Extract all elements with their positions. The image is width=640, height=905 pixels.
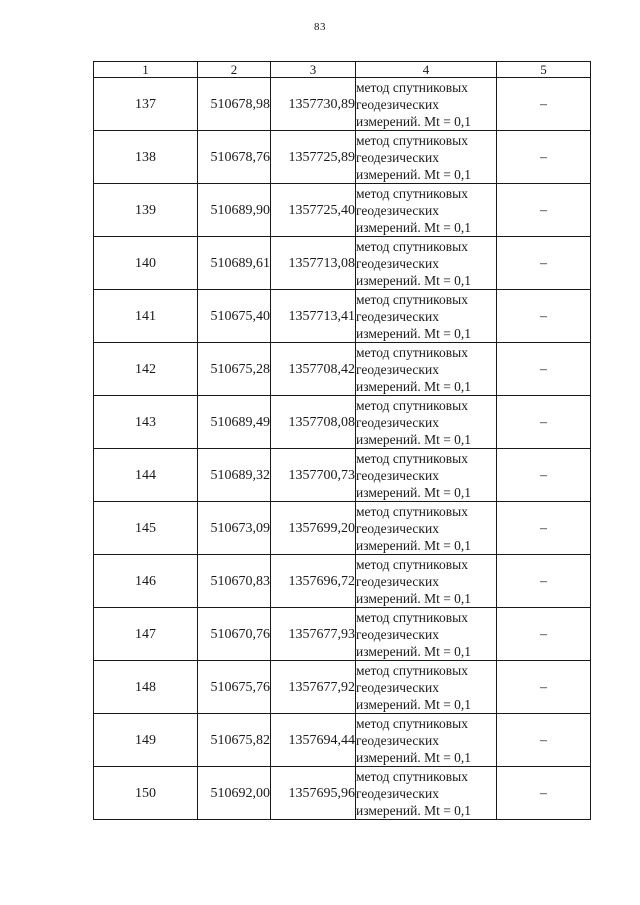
method-text-line: метод спутниковых xyxy=(356,397,468,413)
method-text-line: измерений. Mt = 0,1 xyxy=(356,484,472,500)
coordinates-table xyxy=(93,61,591,820)
column-header-4: 4 xyxy=(356,62,497,78)
column-header-5: 5 xyxy=(497,62,591,78)
note-cell: – xyxy=(497,449,591,502)
table-row xyxy=(94,767,591,820)
x-coordinate-cell: 510670,83 xyxy=(198,555,271,608)
table-row xyxy=(94,78,591,131)
note-cell: – xyxy=(497,184,591,237)
method-text-line: измерений. Mt = 0,1 xyxy=(356,166,472,182)
x-coordinate-cell: 510675,76 xyxy=(198,661,271,714)
x-coordinate-cell: 510689,61 xyxy=(198,237,271,290)
method-cell xyxy=(356,396,497,449)
x-coordinate-cell: 510675,82 xyxy=(198,714,271,767)
point-number-cell: 142 xyxy=(94,343,198,396)
method-text-line: метод спутниковых xyxy=(356,662,468,678)
method-cell xyxy=(356,502,497,555)
table-row xyxy=(94,661,591,714)
method-text-line: метод спутниковых xyxy=(356,768,468,784)
method-text-line: измерений. Mt = 0,1 xyxy=(356,537,472,553)
point-number-cell: 145 xyxy=(94,502,198,555)
y-coordinate-cell: 1357713,41 xyxy=(271,290,356,343)
table-row xyxy=(94,449,591,502)
x-coordinate-cell: 510675,40 xyxy=(198,290,271,343)
y-coordinate-cell: 1357696,72 xyxy=(271,555,356,608)
column-header-3: 3 xyxy=(271,62,356,78)
method-text-line: геодезических xyxy=(356,361,439,377)
method-text-line: измерений. Mt = 0,1 xyxy=(356,590,472,606)
x-coordinate-cell: 510670,76 xyxy=(198,608,271,661)
method-text-line: метод спутниковых xyxy=(356,79,468,95)
column-header-2: 2 xyxy=(198,62,271,78)
point-number-cell: 149 xyxy=(94,714,198,767)
x-coordinate-cell: 510678,98 xyxy=(198,78,271,131)
method-text-line: метод спутниковых xyxy=(356,238,468,254)
point-number-cell: 147 xyxy=(94,608,198,661)
table-row xyxy=(94,237,591,290)
y-coordinate-cell: 1357708,42 xyxy=(271,343,356,396)
table-row xyxy=(94,396,591,449)
point-number-cell: 148 xyxy=(94,661,198,714)
table-row xyxy=(94,714,591,767)
table-row xyxy=(94,555,591,608)
note-cell: – xyxy=(497,714,591,767)
table-header-row xyxy=(94,62,591,78)
point-number-cell: 140 xyxy=(94,237,198,290)
note-cell: – xyxy=(497,78,591,131)
method-text-line: геодезических xyxy=(356,785,439,801)
table-row xyxy=(94,502,591,555)
method-cell xyxy=(356,131,497,184)
method-cell xyxy=(356,78,497,131)
x-coordinate-cell: 510689,90 xyxy=(198,184,271,237)
method-text-line: метод спутниковых xyxy=(356,503,468,519)
method-text-line: измерений. Mt = 0,1 xyxy=(356,749,472,765)
note-cell: – xyxy=(497,555,591,608)
method-text-line: измерений. Mt = 0,1 xyxy=(356,272,472,288)
method-cell xyxy=(356,608,497,661)
method-cell xyxy=(356,661,497,714)
method-text-line: метод спутниковых xyxy=(356,344,468,360)
point-number-cell: 143 xyxy=(94,396,198,449)
point-number-cell: 138 xyxy=(94,131,198,184)
method-text-line: геодезических xyxy=(356,255,439,271)
method-cell xyxy=(356,290,497,343)
method-text-line: геодезических xyxy=(356,467,439,483)
point-number-cell: 137 xyxy=(94,78,198,131)
method-text-line: геодезических xyxy=(356,626,439,642)
method-text-line: измерений. Mt = 0,1 xyxy=(356,378,472,394)
note-cell: – xyxy=(497,661,591,714)
x-coordinate-cell: 510692,00 xyxy=(198,767,271,820)
table-row xyxy=(94,290,591,343)
point-number-cell: 139 xyxy=(94,184,198,237)
note-cell: – xyxy=(497,237,591,290)
point-number-cell: 146 xyxy=(94,555,198,608)
point-number-cell: 144 xyxy=(94,449,198,502)
method-text-line: метод спутниковых xyxy=(356,132,468,148)
y-coordinate-cell: 1357725,89 xyxy=(271,131,356,184)
y-coordinate-cell: 1357694,44 xyxy=(271,714,356,767)
point-number-cell: 150 xyxy=(94,767,198,820)
x-coordinate-cell: 510678,76 xyxy=(198,131,271,184)
method-text-line: метод спутниковых xyxy=(356,291,468,307)
method-text-line: геодезических xyxy=(356,520,439,536)
table-body xyxy=(94,78,591,820)
y-coordinate-cell: 1357677,92 xyxy=(271,661,356,714)
method-text-line: геодезических xyxy=(356,149,439,165)
y-coordinate-cell: 1357695,96 xyxy=(271,767,356,820)
method-cell xyxy=(356,714,497,767)
method-cell xyxy=(356,184,497,237)
method-text-line: метод спутниковых xyxy=(356,609,468,625)
table-row xyxy=(94,343,591,396)
y-coordinate-cell: 1357730,89 xyxy=(271,78,356,131)
note-cell: – xyxy=(497,767,591,820)
note-cell: – xyxy=(497,131,591,184)
column-header-1: 1 xyxy=(94,62,198,78)
x-coordinate-cell: 510673,09 xyxy=(198,502,271,555)
method-text-line: метод спутниковых xyxy=(356,556,468,572)
method-text-line: измерений. Mt = 0,1 xyxy=(356,113,472,129)
method-text-line: измерений. Mt = 0,1 xyxy=(356,325,472,341)
y-coordinate-cell: 1357708,08 xyxy=(271,396,356,449)
x-coordinate-cell: 510689,49 xyxy=(198,396,271,449)
note-cell: – xyxy=(497,290,591,343)
x-coordinate-cell: 510689,32 xyxy=(198,449,271,502)
note-cell: – xyxy=(497,343,591,396)
table-row xyxy=(94,184,591,237)
page-number: 83 xyxy=(314,21,326,33)
y-coordinate-cell: 1357713,08 xyxy=(271,237,356,290)
method-text-line: геодезических xyxy=(356,96,439,112)
method-text-line: метод спутниковых xyxy=(356,450,468,466)
method-text-line: измерений. Mt = 0,1 xyxy=(356,431,472,447)
note-cell: – xyxy=(497,608,591,661)
method-text-line: измерений. Mt = 0,1 xyxy=(356,802,472,818)
y-coordinate-cell: 1357725,40 xyxy=(271,184,356,237)
method-text-line: метод спутниковых xyxy=(356,185,468,201)
table-row xyxy=(94,131,591,184)
method-text-line: геодезических xyxy=(356,202,439,218)
method-cell xyxy=(356,767,497,820)
method-text-line: измерений. Mt = 0,1 xyxy=(356,643,472,659)
y-coordinate-cell: 1357700,73 xyxy=(271,449,356,502)
method-text-line: измерений. Mt = 0,1 xyxy=(356,219,472,235)
point-number-cell: 141 xyxy=(94,290,198,343)
method-cell xyxy=(356,555,497,608)
method-cell xyxy=(356,449,497,502)
method-text-line: геодезических xyxy=(356,679,439,695)
method-cell xyxy=(356,343,497,396)
method-text-line: геодезических xyxy=(356,573,439,589)
method-text-line: геодезических xyxy=(356,308,439,324)
y-coordinate-cell: 1357677,93 xyxy=(271,608,356,661)
method-text-line: измерений. Mt = 0,1 xyxy=(356,696,472,712)
x-coordinate-cell: 510675,28 xyxy=(198,343,271,396)
y-coordinate-cell: 1357699,20 xyxy=(271,502,356,555)
note-cell: – xyxy=(497,396,591,449)
method-text-line: метод спутниковых xyxy=(356,715,468,731)
table-row xyxy=(94,608,591,661)
method-text-line: геодезических xyxy=(356,414,439,430)
method-text-line: геодезических xyxy=(356,732,439,748)
method-cell xyxy=(356,237,497,290)
note-cell: – xyxy=(497,502,591,555)
